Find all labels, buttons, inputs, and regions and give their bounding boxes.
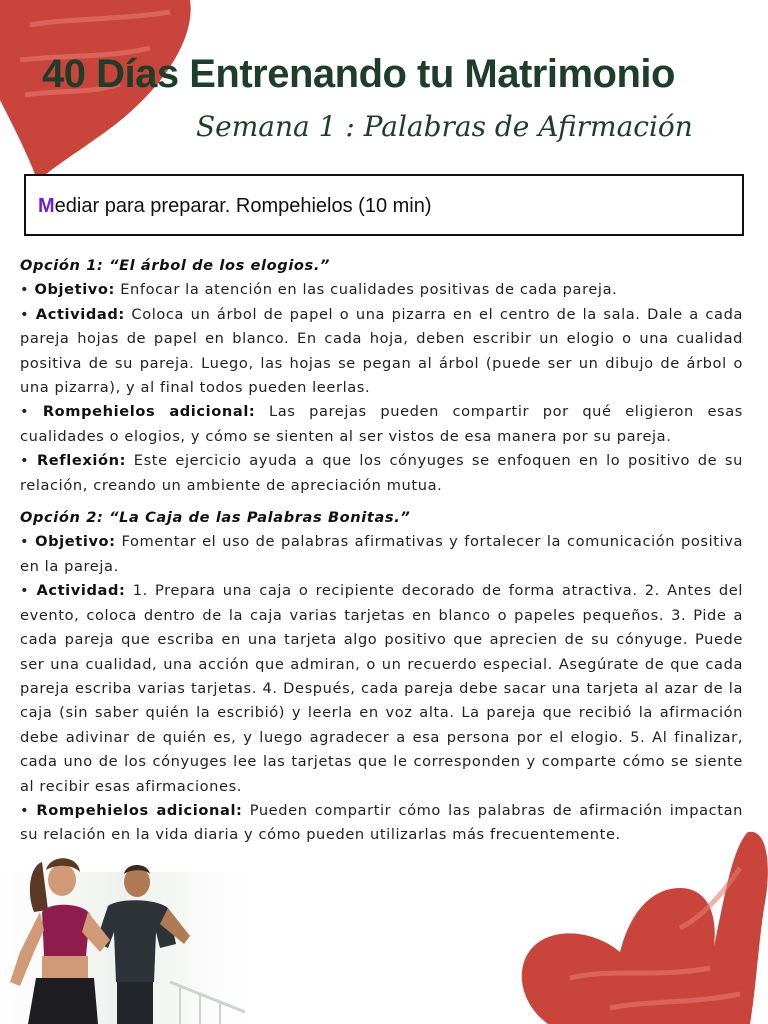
option-1-objective	[20, 278, 743, 302]
item-label: Rompehielos adicional:	[36, 801, 243, 819]
item-label: Reflexión:	[36, 452, 127, 470]
option-2-icebreaker	[20, 799, 743, 848]
item-label: Objetivo:	[35, 533, 116, 551]
section-heading-text: ediar para preparar. Rompehielos (10 min)	[54, 195, 432, 217]
item-text: Las parejas pueden compartir por qué eligieron esas cualidades o elogios, y cómo se sienten al ser vistos de esa manera por su pareja.	[20, 403, 744, 445]
option-2-objective	[20, 530, 743, 579]
section-heading	[38, 195, 432, 218]
item-text: Fomentar el uso de palabras afirmativas y fortalecer la comunicación positiva en la pareja.	[20, 533, 744, 575]
bullet: •	[20, 533, 30, 551]
item-label: Rompehielos adicional:	[42, 403, 256, 421]
page-subtitle: Semana 1 : Palabras de Afirmación	[196, 110, 693, 143]
option-1-activity	[20, 303, 743, 401]
item-label: Actividad:	[36, 582, 126, 600]
option-1-reflection	[20, 449, 743, 498]
section-heading-initial: M	[38, 195, 55, 217]
item-text: Este ejercicio ayuda a que los cónyuges se enfoquen en lo positivo de su relación, creando un ambiente de apreciación mutua.	[20, 452, 743, 494]
bullet: •	[20, 582, 30, 600]
item-text: Pueden compartir cómo las palabras de afirmación impactan su relación en la vida diaria y cómo pueden utilizarlas más frecuentemente.	[20, 801, 743, 844]
item-label: Objetivo:	[34, 281, 115, 299]
section-box	[24, 174, 744, 236]
item-text: Coloca un árbol de papel o una pizarra en el centro de la sala. Dale a cada pareja hojas de papel en blanco. En cada hoja, deben escribir un elogio o una cualidad positiva de su pareja. Luego, las hojas se pegan al árbol (puede ser un dibujo de árbol o una pizarra), y al final todos pueden leerlas.	[20, 305, 743, 397]
page-title: 40 Días Entrenando tu Matrimonio	[42, 52, 675, 96]
bullet: •	[20, 801, 30, 819]
bullet: •	[20, 281, 30, 299]
item-text: 1. Prepara una caja o recipiente decorado de forma atractiva. 2. Antes del evento, coloca dentro de la caja varias tarjetas en blanco o papeles pequeños. 3. Pide a cada pareja que escriba en una tarjeta algo positivo que aprecien de su cónyuge. Puede ser una cualidad, una acción que admiran, o un recuerdo especial. Asegúrate de que cada pareja escriba varias tarjetas. 4. Después, cada pareja debe sacar una tarjeta al azar de la caja (sin saber quién la escribió) y leerla en voz alta. La pareja que recibió la afirmación debe adivinar de quién es, y luego agradecer a esa persona por el elogio. 5. Al finalizar, cada uno de los cónyuges lee las tarjetas que le corresponden y comparte cómo se siente al recibir esas afirmaciones.	[20, 582, 743, 795]
bullet: •	[20, 452, 30, 470]
item-text: Enfocar la atención en las cualidades positivas de cada pareja.	[120, 281, 618, 299]
couple-running-photo	[0, 852, 245, 1024]
bullet: •	[20, 403, 30, 421]
activity-content	[20, 254, 743, 848]
option-1-title: Opción 1: “El árbol de los elogios.”	[20, 257, 330, 274]
item-label: Actividad:	[35, 305, 125, 323]
option-2-activity	[20, 579, 743, 799]
option-1-icebreaker	[20, 400, 743, 449]
option-2-title: Opción 2: “La Caja de las Palabras Bonitas.”	[20, 509, 411, 527]
bullet: •	[20, 305, 30, 323]
heart-decoration-bottom-right	[510, 828, 768, 1024]
